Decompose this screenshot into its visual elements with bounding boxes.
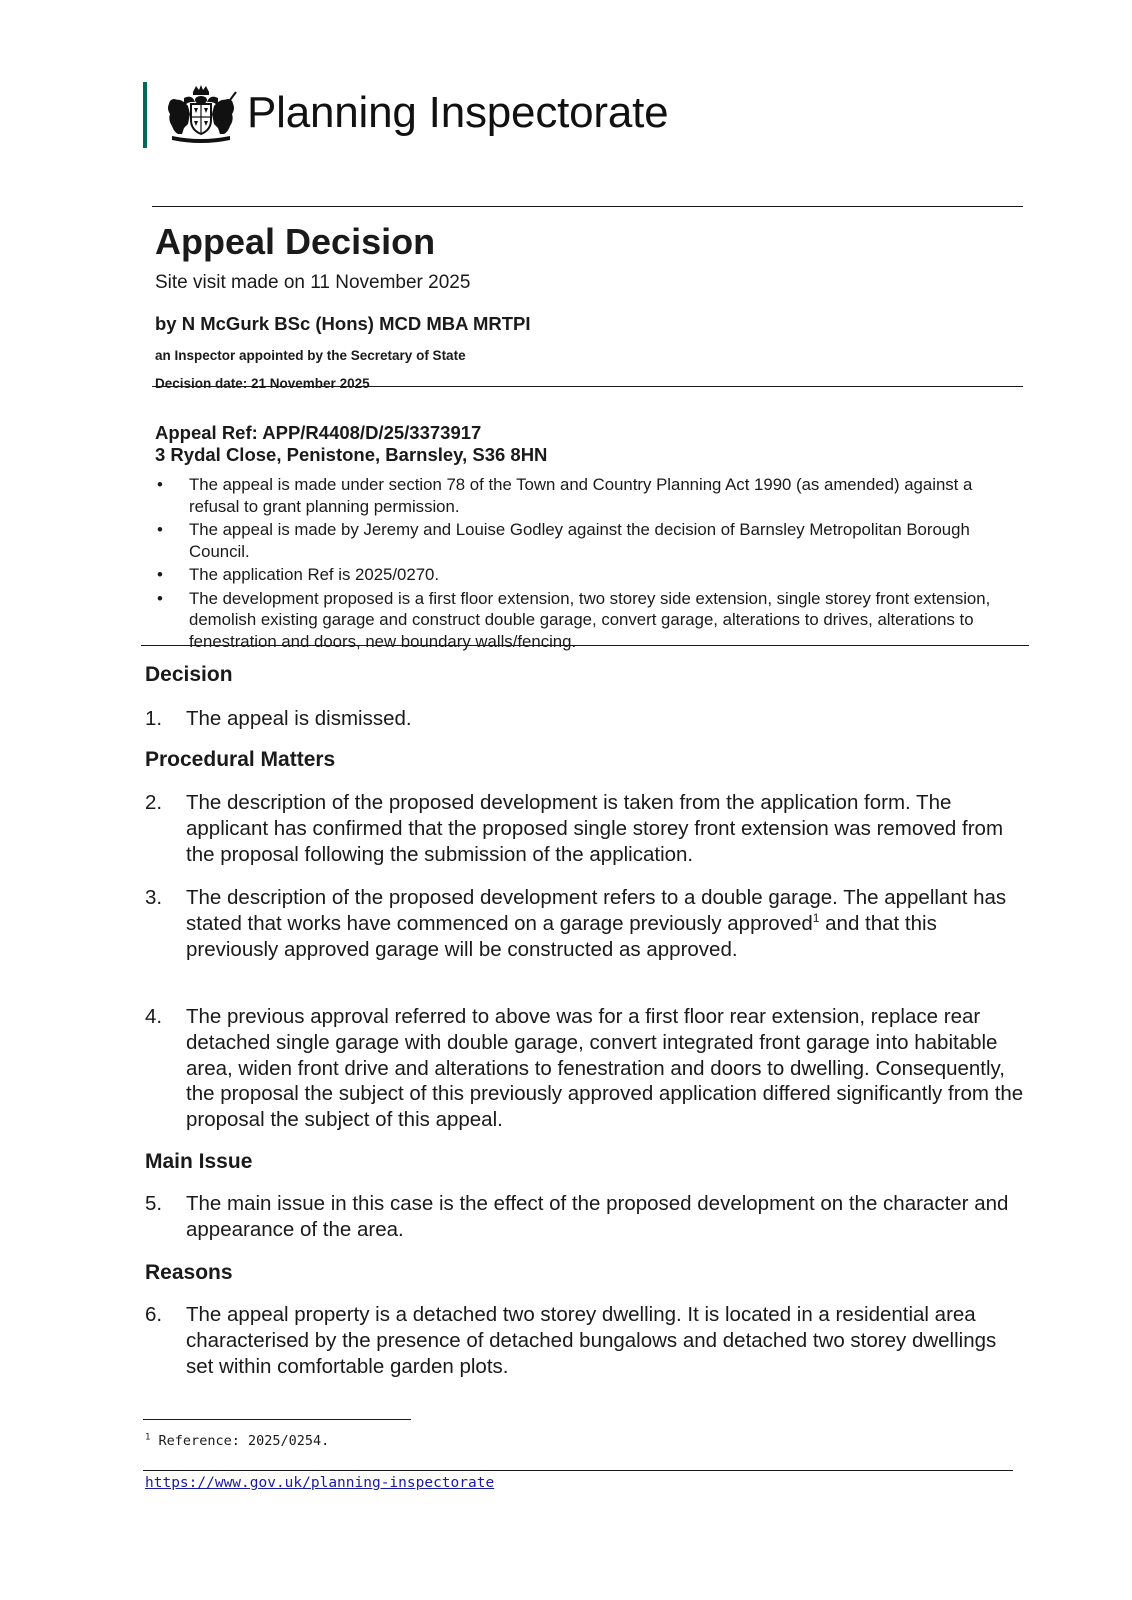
footer-website-link[interactable]: https://www.gov.uk/planning-inspectorate (145, 1475, 495, 1491)
paragraph-text-part: The description of the proposed development refers to a double garage. The appellant has stated that works have commenced on a garage previously approved (186, 886, 1007, 935)
paragraph-3 (145, 885, 1025, 962)
paragraph-text (186, 885, 1025, 962)
header-divider (152, 206, 1023, 207)
footnote-mark: 1 (145, 1432, 151, 1443)
paragraph-number: 5. (145, 1192, 163, 1215)
paragraph-5 (145, 1191, 1025, 1243)
paragraph-number: 3. (145, 886, 163, 909)
paragraph-text: The main issue in this case is the effect of the proposed development on the character and appearance of the area. (186, 1192, 1009, 1241)
decision-date-divider (152, 386, 1023, 387)
footnote-reference: 1 (812, 910, 820, 925)
appeal-details-list (155, 474, 1025, 654)
paragraph-1 (145, 706, 1025, 732)
decision-date: Decision date: 21 November 2025 (155, 376, 370, 391)
section-heading-procedural: Procedural Matters (145, 748, 336, 771)
paragraph-text: The previous approval referred to above was for a first floor rear extension, replace rear detached single garage with double garage, convert integrated front garage into habitable area, widen front drive and alterations to fenestration and doors to dwelling. Consequently, the proposal the subject of this previously approved application differed significantly from the proposal the subject of this appeal. (186, 1005, 1024, 1132)
appeal-ref: Appeal Ref: APP/R4408/D/25/3373917 (155, 422, 482, 443)
paragraph-2 (145, 790, 1025, 867)
paragraph-text: The appeal property is a detached two storey dwelling. It is located in a residential area characterised by the presence of detached bungalows and detached two storey dwellings set within comfortable garden plots. (186, 1303, 997, 1378)
appeal-detail-item: • The application Ref is 2025/0270. (155, 564, 1025, 586)
appeal-detail-item: • The appeal is made by Jeremy and Louise Godley against the decision of Barnsley Metropolitan Borough Council. (155, 519, 1025, 562)
royal-coat-of-arms-icon (162, 84, 240, 146)
footnote (145, 1433, 329, 1449)
footnote-text: Reference: 2025/0254. (150, 1433, 330, 1449)
document-title: Appeal Decision (155, 221, 436, 262)
appeal-detail-item: • The appeal is made under section 78 of the Town and Country Planning Act 1990 (as amended) against a refusal to grant planning permission. (155, 474, 1025, 517)
appeal-address: 3 Rydal Close, Penistone, Barnsley, S36 8HN (155, 444, 548, 465)
logo-accent-bar (143, 82, 147, 148)
paragraph-number: 4. (145, 1005, 163, 1028)
paragraph-number: 6. (145, 1303, 163, 1326)
paragraph-6 (145, 1302, 1025, 1379)
section-heading-decision: Decision (145, 663, 233, 686)
section-heading-reasons: Reasons (145, 1261, 233, 1284)
paragraph-number: 1. (145, 707, 163, 730)
site-visit-date: Site visit made on 11 November 2025 (155, 272, 471, 293)
section-heading-main-issue: Main Issue (145, 1150, 253, 1173)
paragraph-text: The appeal is dismissed. (186, 707, 412, 730)
appeal-details-divider (141, 645, 1029, 646)
footer-divider (143, 1470, 1013, 1471)
footnote-separator (143, 1419, 411, 1420)
paragraph-text: The description of the proposed development is taken from the application form. The applicant has confirmed that the proposed single storey front extension was removed from the proposal following the submission of the application. (186, 791, 1004, 866)
logo-text: Planning Inspectorate (247, 88, 669, 137)
appeal-detail-item: • The development proposed is a first floor extension, two storey side extension, single storey front extension, demolish existing garage and construct double garage, convert garage, alterations to drives, alterations to fenestration and doors, new boundary walls/fencing. (155, 588, 1025, 653)
paragraph-number: 2. (145, 791, 163, 814)
paragraph-text-part: and that this previously approved garage will be constructed as approved. (186, 911, 937, 961)
inspector-appointment: an Inspector appointed by the Secretary of State (155, 348, 466, 363)
paragraph-4 (145, 1004, 1025, 1133)
inspector-name: by N McGurk BSc (Hons) MCD MBA MRTPI (155, 313, 531, 334)
appeal-reference-block (155, 422, 547, 466)
